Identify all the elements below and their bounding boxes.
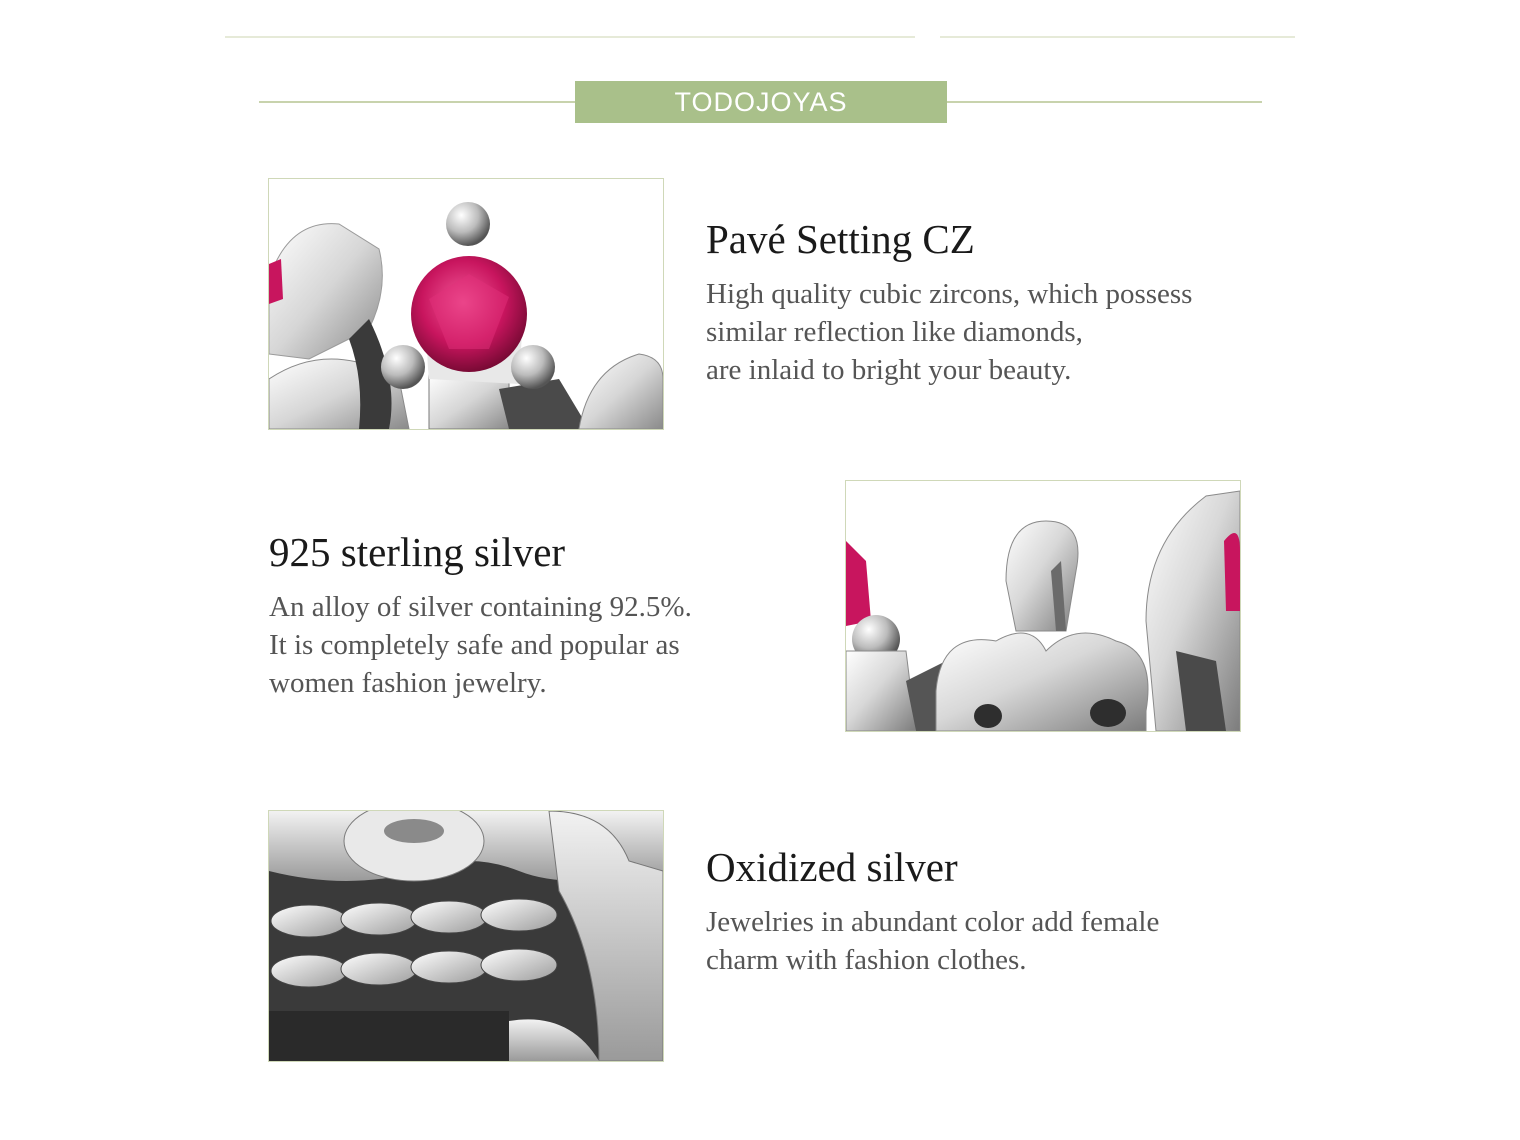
top-divider-left — [225, 36, 915, 38]
banner-rule-right — [947, 101, 1262, 103]
feature-oxidized-silver — [706, 843, 1159, 979]
feature-line: It is completely safe and popular as — [269, 629, 680, 661]
feature-description — [706, 275, 1192, 389]
feature-pave-setting — [706, 215, 1192, 389]
top-divider-right — [940, 36, 1295, 38]
feature-description — [269, 588, 692, 702]
pave-setting-image — [268, 178, 664, 430]
sterling-silver-illustration — [846, 481, 1240, 731]
feature-line: are inlaid to bright your beauty. — [706, 354, 1072, 386]
brand-banner — [575, 81, 947, 123]
feature-description — [706, 903, 1159, 979]
feature-line: High quality cubic zircons, which possess — [706, 278, 1193, 310]
pave-setting-illustration — [269, 179, 663, 429]
feature-line: charm with fashion clothes. — [706, 944, 1027, 976]
feature-title: Oxidized silver — [706, 844, 958, 890]
feature-sterling-silver — [269, 528, 692, 702]
feature-line: An alloy of silver containing 92.5%. — [269, 591, 692, 623]
feature-line: women fashion jewelry. — [269, 667, 547, 699]
feature-line: similar reflection like diamonds, — [706, 316, 1083, 348]
banner-rule-left — [259, 101, 575, 103]
oxidized-silver-image — [268, 810, 664, 1062]
oxidized-silver-illustration — [269, 811, 663, 1061]
feature-line: Jewelries in abundant color add female — [706, 906, 1160, 938]
sterling-silver-image — [845, 480, 1241, 732]
feature-title: Pavé Setting CZ — [706, 216, 975, 262]
feature-title: 925 sterling silver — [269, 529, 566, 575]
brand-name: TODOJOYAS — [674, 86, 848, 117]
